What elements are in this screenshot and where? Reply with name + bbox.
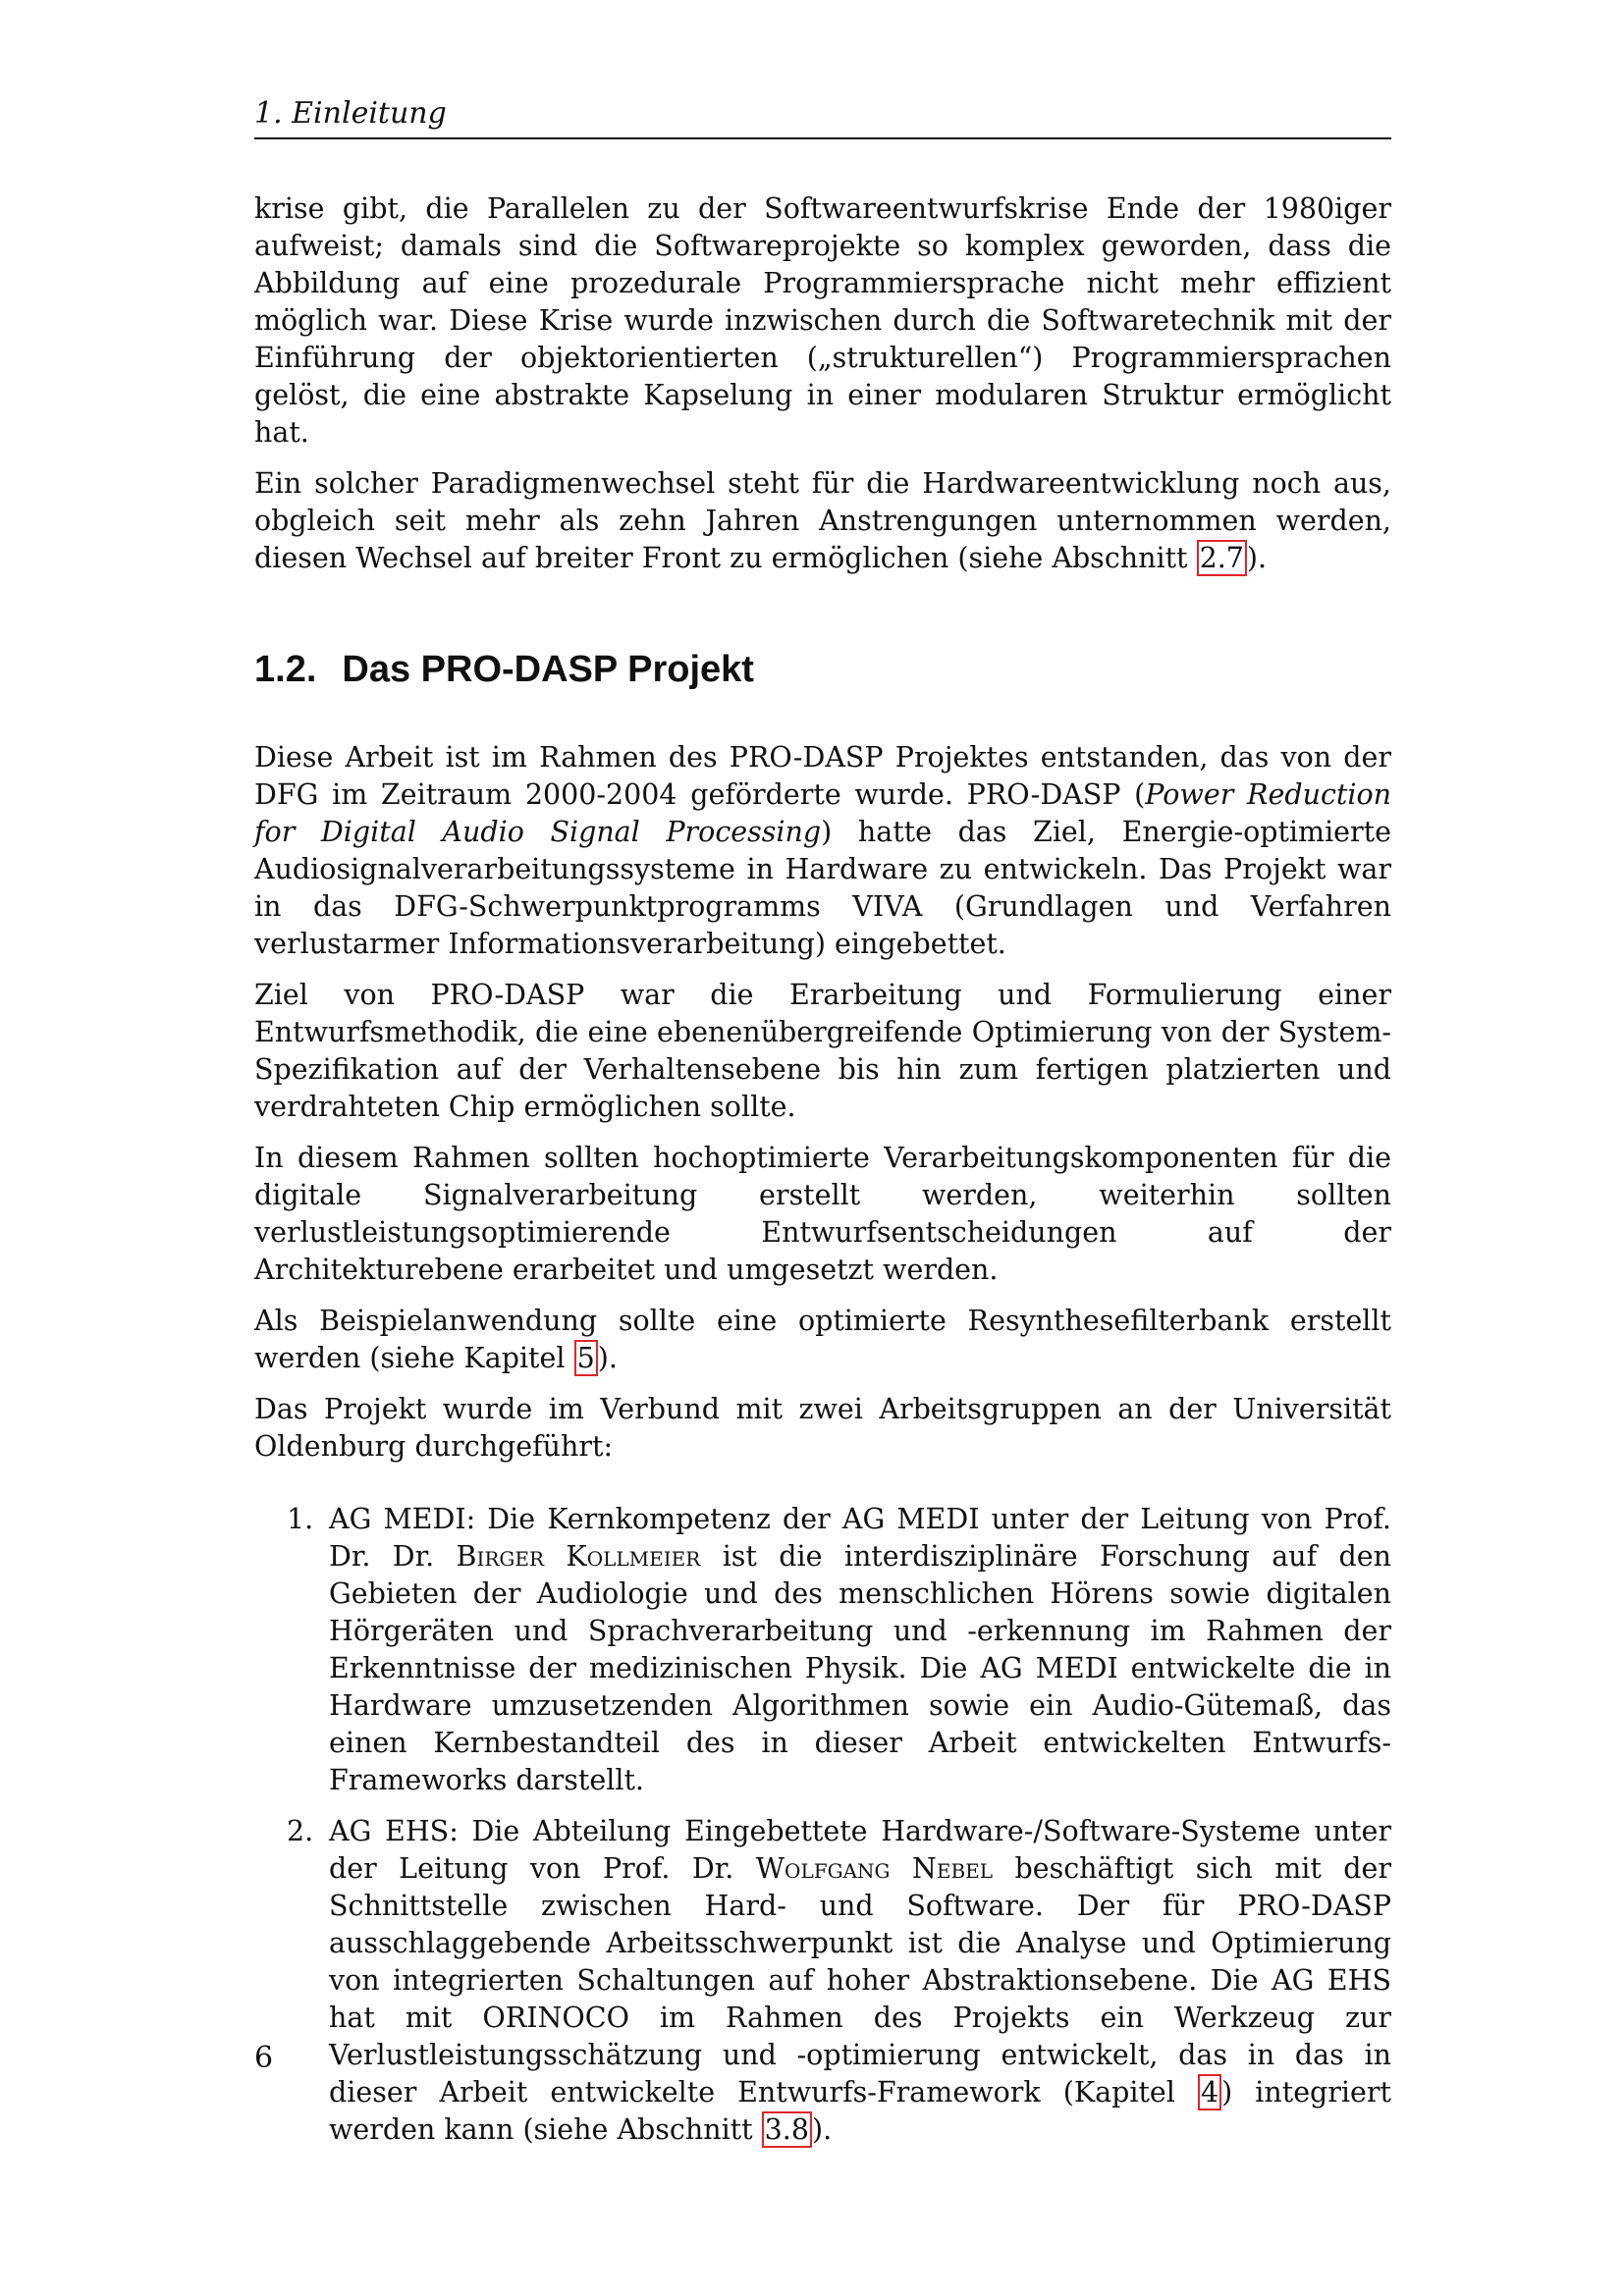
section-paragraph-3: In diesem Rahmen sollten hochoptimierte Verarbeitungskomponenten für die digitale Signalverarbeitung erstellt werden, weiterhin sollten verlustleistungsoptimierende Entwurfsentscheidungen auf der Architekturebene erarbeitet und umgesetzt werden.: [254, 1142, 1391, 1286]
person-name: Birger Kollmeier: [456, 1540, 701, 1573]
section-paragraph-1-text-a: Diese Arbeit ist im Rahmen des PRO-DASP Projektes entstanden, das von der DFG im Zeitraum 2000-2004 geförderte wurde. PRO-DASP (: [254, 741, 1391, 811]
list-item-number: 1.: [287, 1503, 314, 1535]
list-item-1-text-a: AG MEDI: Die Kernkompetenz der AG MEDI unter der Leitung von Prof. Dr. Dr.: [329, 1503, 1391, 1573]
list-item-text: [329, 1501, 1391, 1799]
project-expansion: Power Reduction for Digital Audio Signal Processing: [254, 778, 1391, 848]
enumerated-list: [254, 1501, 1391, 2149]
section-paragraph-1-text-b: ) hatte das Ziel, Energie-optimierte Audiosignalverarbeitungssysteme in Hardware zu entwickeln. Das Projekt war in das DFG-Schwerpunktprogramms VIVA (Grundlagen und Verfahren verlustarmer Informationsverarbeitung) eingebettet.: [254, 816, 1391, 960]
running-header: 1. Einleitung: [254, 94, 1391, 139]
list-item-2-text-d: ).: [811, 2113, 833, 2146]
intro-paragraph-2-end: ).: [1246, 542, 1268, 574]
page-number: 6: [254, 2041, 274, 2075]
list-item-number: 2.: [287, 1815, 314, 1847]
list-item: [287, 1813, 1391, 2149]
section-paragraph-5: Das Projekt wurde im Verbund mit zwei Arbeitsgruppen an der Universität Oldenburg durchgeführt:: [254, 1393, 1391, 1463]
section-link-3-8[interactable]: 3.8: [762, 2111, 812, 2148]
list-item-text: [329, 1813, 1391, 2149]
section-link-2-7[interactable]: 2.7: [1197, 540, 1247, 576]
chapter-link-5[interactable]: 5: [574, 1340, 598, 1376]
section-number: 1.2.: [254, 649, 317, 690]
list-item-1-text-b: ist die interdisziplinäre Forschung auf den Gebieten der Audiologie und des menschlichen Hörens sowie digitalen Hörgeräten und Sprachverarbeitung und -erkennung im Rahmen der Erkenntnisse der medizinischen Physik. Die AG MEDI entwickelte die in Hardware umzusetzenden Algorithmen sowie ein Audio-Gütemaß, das einen Kernbestandteil des in dieser Arbeit entwickelten Entwurfs-Frameworks darstellt.: [329, 1540, 1391, 1796]
list-item-2-text-a: AG EHS: Die Abteilung Eingebettete Hardware-/Software-Systeme unter der Leitung von Prof. Dr.: [329, 1815, 1391, 1885]
page-content: [254, 94, 1391, 2149]
intro-paragraph-2-text: Ein solcher Paradigmenwechsel steht für die Hardwareentwicklung noch aus, obgleich seit mehr als zehn Jahren Anstrengungen unternommen werden, diesen Wechsel auf breiter Front zu ermöglichen (siehe Abschnitt: [254, 467, 1391, 574]
chapter-link-4[interactable]: 4: [1198, 2074, 1221, 2110]
section-paragraph-4-end: ).: [597, 1342, 618, 1374]
section-paragraph-1: [254, 739, 1391, 963]
section-heading: [254, 646, 1391, 693]
list-item-2-text-c: ) integriert werden kann (siehe Abschnitt: [329, 2076, 1391, 2146]
section-paragraph-2: Ziel von PRO-DASP war die Erarbeitung und Formulierung einer Entwurfsmethodik, die eine ebenenübergreifende Optimierung von der System-Spezifikation auf der Verhaltensebene bis hin zum fertigen platzierten und verdrahteten Chip ermöglichen sollte.: [254, 979, 1391, 1123]
intro-paragraph-2: [254, 465, 1391, 577]
intro-paragraph-1: krise gibt, die Parallelen zu der Softwareentwurfskrise Ende der 1980iger aufweist; damals sind die Softwareprojekte so komplex geworden, dass die Abbildung auf eine prozedurale Programmiersprache nicht mehr effizient möglich war. Diese Krise wurde inzwischen durch die Softwaretechnik mit der Einführung der objektorientierten („strukturellen“) Programmiersprachen gelöst, die eine abstrakte Kapselung in einer modularen Struktur ermöglicht hat.: [254, 192, 1391, 449]
section-paragraph-4: [254, 1303, 1391, 1377]
list-item: [287, 1501, 1391, 1799]
section-title: Das PRO-DASP Projekt: [342, 649, 754, 690]
person-name: Wolfgang Nebel: [755, 1852, 994, 1885]
section-paragraph-4-text: Als Beispielanwendung sollte eine optimierte Resynthesefilterbank erstellt werden (siehe Kapitel: [254, 1305, 1391, 1374]
list-item-2-text-b: beschäftigt sich mit der Schnittstelle zwischen Hard- und Software. Der für PRO-DASP ausschlaggebende Arbeitsschwerpunkt ist die Analyse und Optimierung von integrierten Schaltungen auf hoher Abstraktionsebene. Die AG EHS hat mit ORINOCO im Rahmen des Projekts ein Werkzeug zur Verlustleistungsschätzung und -optimierung entwickelt, das in das in dieser Arbeit entwickelte Entwurfs-Framework (Kapitel: [329, 1852, 1391, 2109]
